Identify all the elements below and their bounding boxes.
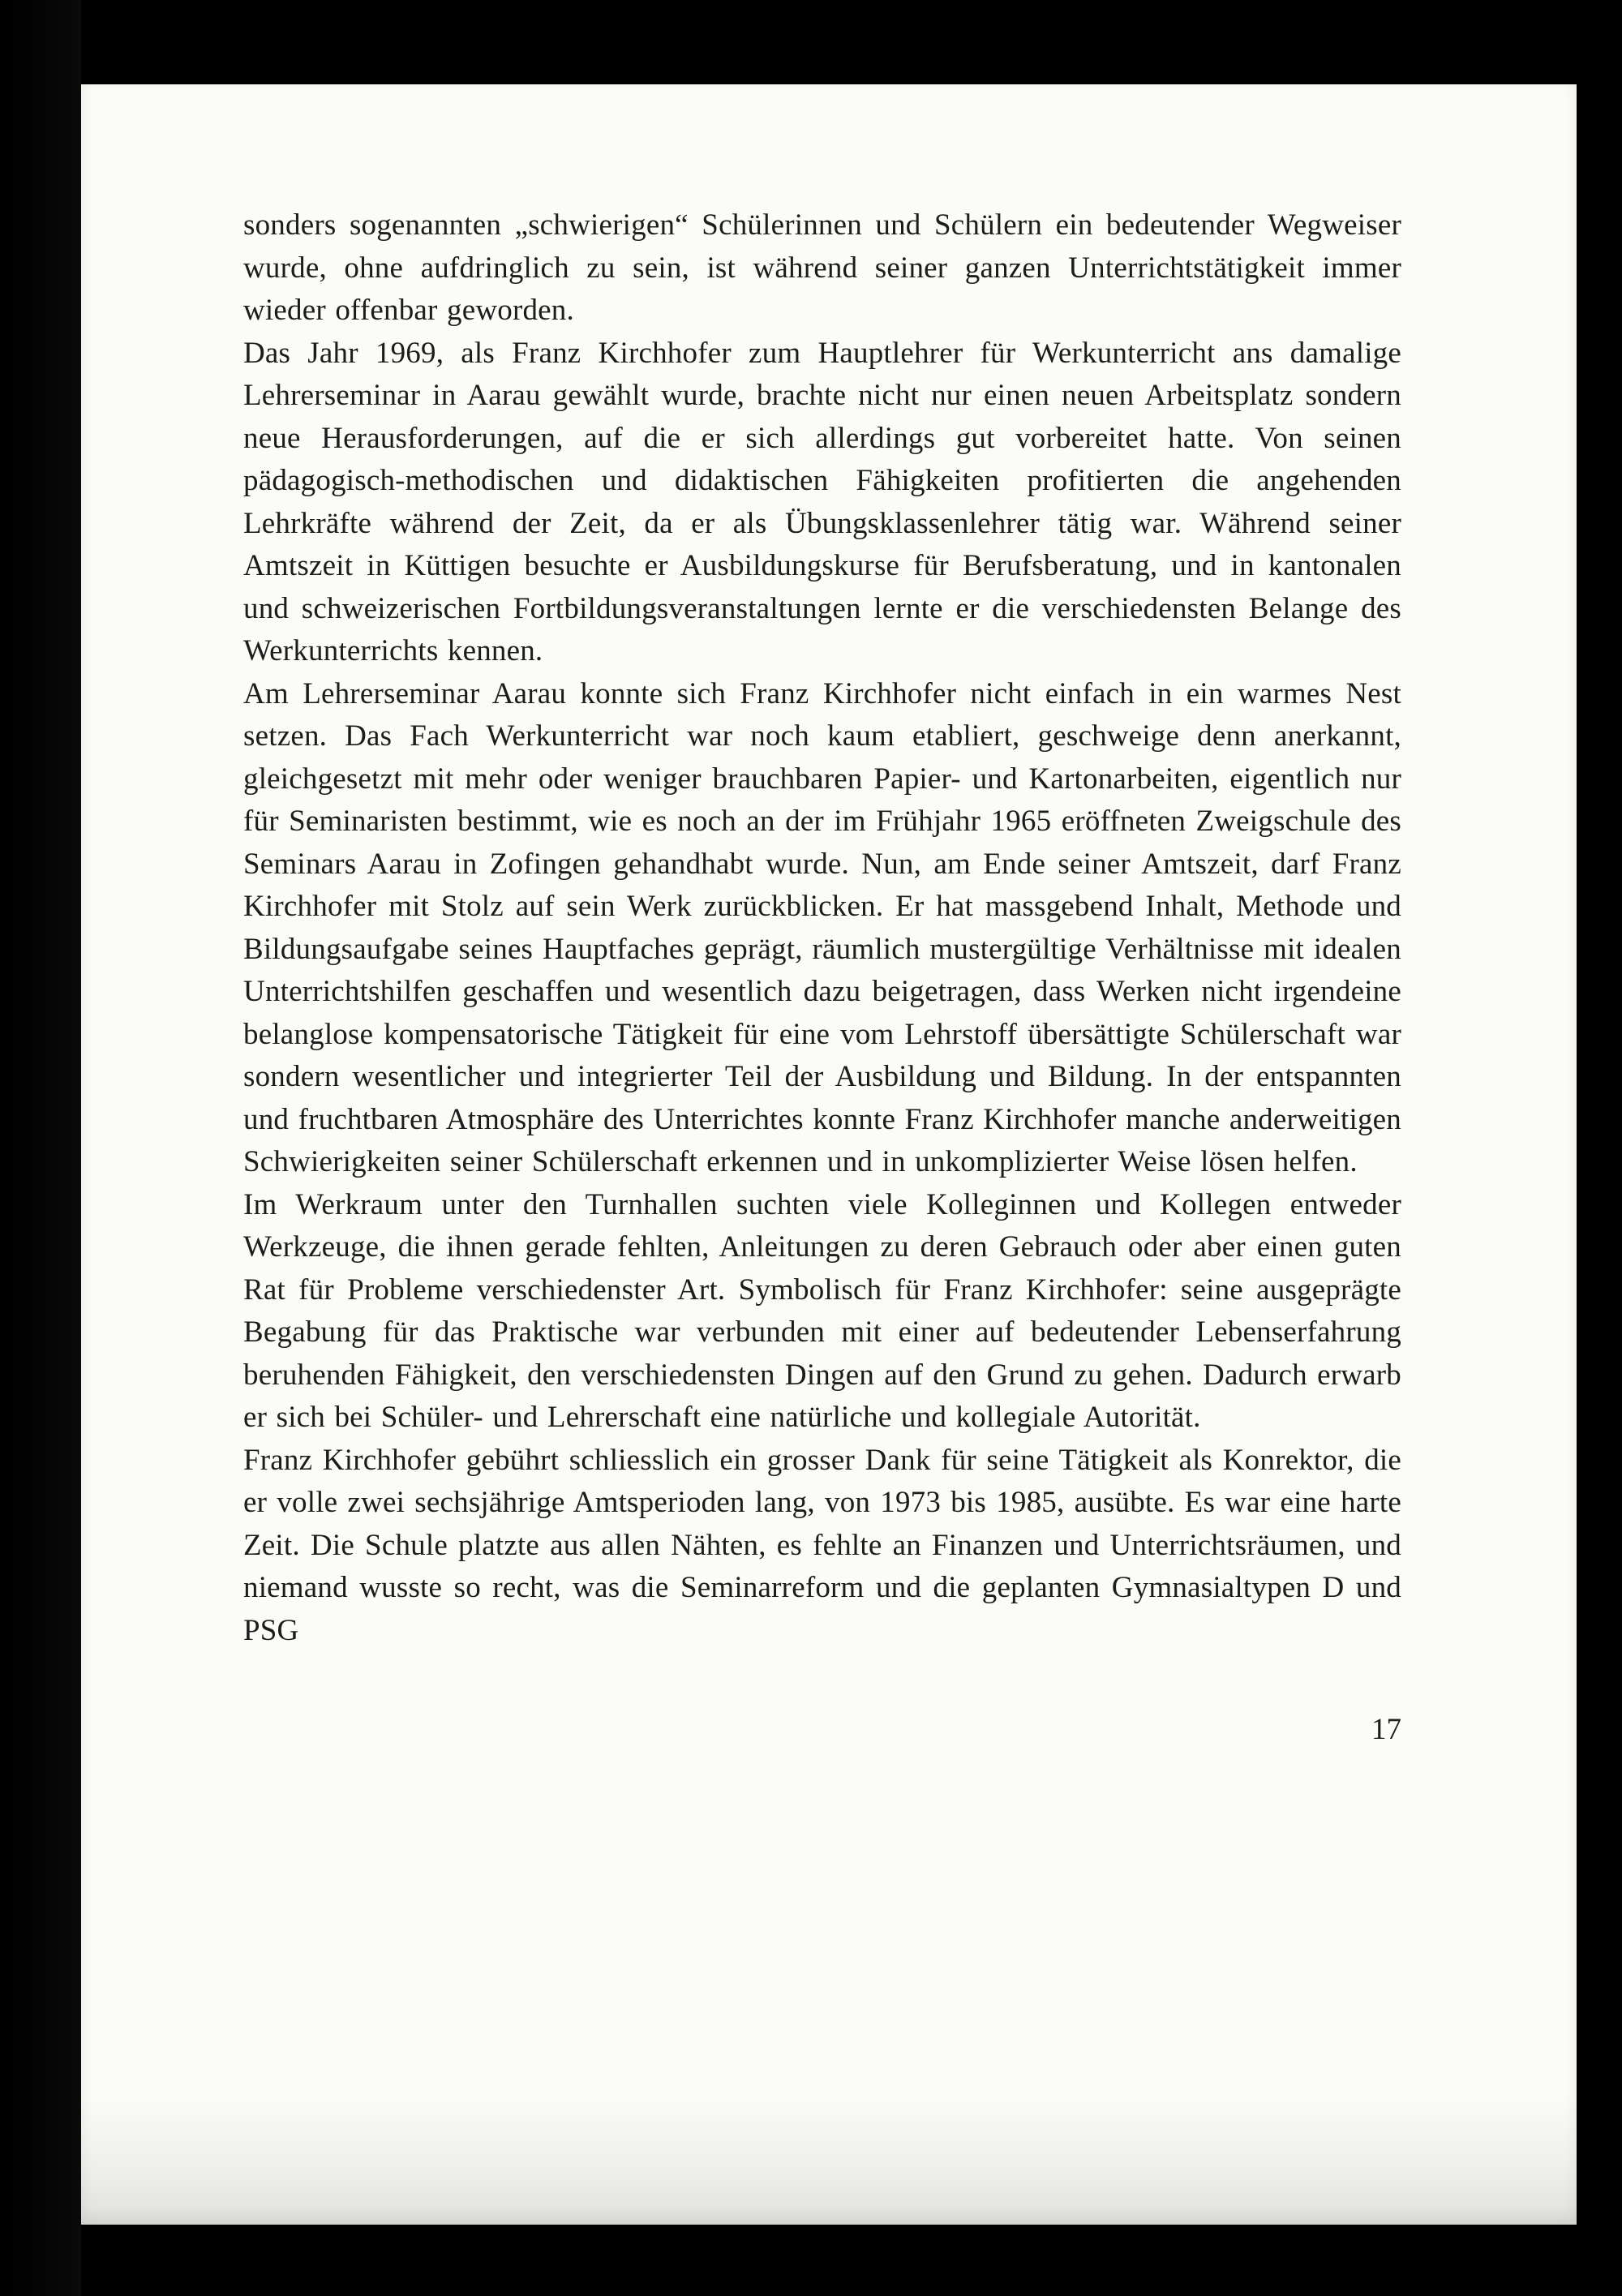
paragraph-3: Am Lehrerseminar Aarau konnte sich Franz Kirchhofer nicht einfach in ein warmes Nest setzen. Das Fach Werkunterricht war noch kaum etabliert, geschweige denn anerkannt, gleichgesetzt mit mehr oder weniger brauchbaren Papier- und Kartonarbeiten, eigentlich nur für Seminaristen bestimmt, wie es noch an der im Frühjahr 1965 eröffneten Zweigschule des Seminars Aarau in Zofingen gehandhabt wurde. Nun, am Ende seiner Amtszeit, darf Franz Kirchhofer mit Stolz auf sein Werk zurückblicken. Er hat massgebend Inhalt, Methode und Bildungsaufgabe seines Hauptfaches geprägt, räumlich mustergültige Verhältnisse mit idealen Unterrichtshilfen geschaffen und wesentlich dazu beigetragen, dass Werken nicht irgendeine belanglose kompensatorische Tätigkeit für eine vom Lehrstoff übersättigte Schülerschaft war sondern wesentlicher und integrierter Teil der Ausbildung und Bildung. In der entspannten und fruchtbaren Atmosphäre des Unterrichtes konnte Franz Kirchhofer manche anderweitigen Schwierigkeiten seiner Schülerschaft erkennen und in unkomplizierter Weise lösen helfen. [243, 676, 1401, 1178]
paragraph-2: Das Jahr 1969, als Franz Kirchhofer zum Hauptlehrer für Werkunterricht ans damalige Lehrerseminar in Aarau gewählt wurde, brachte nicht nur einen neuen Arbeitsplatz sondern neue Herausforderungen, auf die er sich allerdings gut vorbereitet hatte. Von seinen pädagogisch-methodischen und didaktischen Fähigkeiten profitierten die angehenden Lehrkräfte während der Zeit, da er als Übungsklassenlehrer tätig war. Während seiner Amtszeit in Küttigen besuchte er Ausbildungskurse für Berufsberatung, und in kantonalen und schweizerischen Fortbildungsveranstaltungen lernte er die verschiedensten Belange des Werkunterrichts kennen. [243, 336, 1401, 667]
page-number: 17 [1371, 1713, 1401, 1746]
book-gutter-shadow [0, 0, 81, 2296]
book-page [81, 84, 1577, 2225]
scan-bottom-shading [81, 2095, 1577, 2225]
paragraph-1: sonders sogenannten „schwierigen“ Schülerinnen und Schülern ein bedeutender Wegweiser wurde, ohne aufdringlich zu sein, ist während seiner ganzen Unterrichtstätigkeit immer wieder offenbar geworden. [243, 208, 1401, 327]
paragraph-4: Im Werkraum unter den Turnhallen suchten viele Kolleginnen und Kollegen entweder Werkzeuge, die ihnen gerade fehlten, Anleitungen zu deren Gebrauch oder aber einen guten Rat für Probleme verschiedenster Art. Symbolisch für Franz Kirchhofer: seine ausgeprägte Begabung für das Praktische war verbunden mit einer auf bedeutender Lebenserfahrung beruhenden Fähigkeit, den verschiedensten Dingen auf den Grund zu gehen. Dadurch erwarb er sich bei Schüler- und Lehrerschaft eine natürliche und kollegiale Autorität. [243, 1187, 1401, 1434]
paragraph-5: Franz Kirchhofer gebührt schliesslich ein grosser Dank für seine Tätigkeit als Konrektor, die er volle zwei sechsjährige Amtsperioden lang, von 1973 bis 1985, ausübte. Es war eine harte Zeit. Die Schule platzte aus allen Nähten, es fehlte an Finanzen und Unterrichtsräumen, und niemand wusste so recht, was die Seminarreform und die geplanten Gymnasialtypen D und PSG [243, 1443, 1401, 1647]
text-block [243, 204, 1401, 1751]
